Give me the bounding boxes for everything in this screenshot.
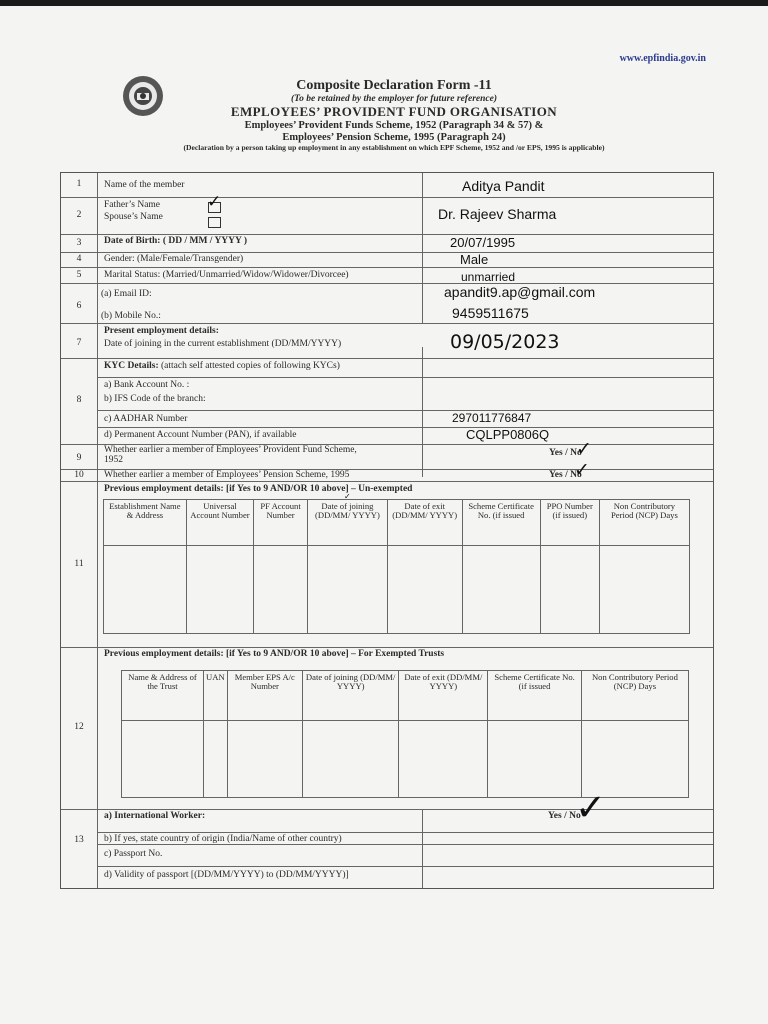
member-name-label: Name of the member — [104, 180, 185, 190]
form-header — [100, 78, 688, 152]
check-mark-icon: ✓ — [576, 438, 592, 460]
column-header: PF Account Number — [254, 500, 308, 546]
form-subtitle: (To be retained by the employer for future reference) — [291, 93, 497, 104]
row-number-11: 11 — [74, 559, 84, 569]
column-header: Date of joining (DD/MM/ YYYY) — [307, 500, 387, 546]
column-header: Date of joining (DD/MM/ YYYY) — [302, 671, 399, 721]
pan-label: d) Permanent Account Number (PAN), if available — [104, 430, 297, 440]
table-cell[interactable] — [204, 721, 228, 798]
kyc-heading-note: (attach self attested copies of following KYCs) — [158, 361, 340, 371]
table-cell[interactable] — [599, 546, 689, 634]
row-line — [97, 427, 713, 428]
gender-label: Gender: (Male/Female/Transgender) — [104, 254, 244, 264]
dob-label: Date of Birth: ( DD / MM / YYYY ) — [104, 236, 248, 246]
col-divider-number — [97, 173, 98, 888]
doj-current-label: Date of joining in the current establishment (DD/MM/YYYY) — [104, 339, 342, 349]
col-divider-value-lower — [422, 809, 423, 888]
row-line — [61, 234, 713, 235]
row-number-5: 5 — [76, 270, 82, 280]
row-number-12: 12 — [74, 722, 84, 732]
kyc-heading — [104, 361, 340, 371]
row-number-2: 2 — [76, 210, 82, 220]
row-line — [97, 844, 713, 845]
column-header: Name & Address of the Trust — [122, 671, 204, 721]
spouse-name-label: Spouse’s Name — [104, 212, 163, 222]
col-divider-value-upper — [422, 173, 423, 323]
column-header: Date of exit (DD/MM/ YYYY) — [399, 671, 488, 721]
passport-number-label: c) Passport No. — [104, 849, 163, 859]
row-number-4: 4 — [76, 254, 82, 264]
form-title: Composite Declaration Form -11 — [296, 78, 492, 93]
marital-status-value: unmarried — [461, 270, 516, 284]
prev-employment-unexempted-heading: Previous employment details: [if Yes to 9 AND/OR 10 above] – Un-exempted — [104, 484, 413, 494]
row-line — [97, 377, 713, 378]
table-cell[interactable] — [387, 546, 462, 634]
eps-member-question: Whether earlier a member of Employees’ Pension Scheme, 1995 — [104, 470, 350, 480]
epf-member-question — [104, 446, 357, 466]
table-cell[interactable] — [227, 721, 302, 798]
row-line — [97, 866, 713, 867]
row-number-10: 10 — [74, 470, 84, 480]
country-of-origin-label: b) If yes, state country of origin (India/Name of other country) — [104, 834, 342, 844]
aadhar-value: 297011776847 — [452, 411, 532, 425]
pan-value: CQLPP0806Q — [466, 427, 550, 442]
present-employment-heading: Present employment details: — [104, 326, 219, 336]
table-cell[interactable] — [122, 721, 204, 798]
mobile-label: (b) Mobile No.: — [101, 311, 161, 321]
unexempted-employment-table — [103, 499, 690, 634]
column-header: Universal Account Number — [186, 500, 253, 546]
row-line — [61, 647, 713, 648]
international-worker-label: a) International Worker: — [104, 811, 206, 821]
declaration-note: (Declaration by a person taking up employment in any establishment on which EPF Scheme, 1952 and /or EPS, 1995 is applicable) — [183, 142, 605, 152]
gender-value: Male — [460, 252, 489, 267]
row-number-3: 3 — [76, 238, 82, 248]
check-mark-icon: ✓ — [344, 492, 351, 501]
row-line — [61, 358, 713, 359]
international-worker-yes-no[interactable]: Yes / No — [548, 811, 581, 821]
table-cell[interactable] — [302, 721, 399, 798]
row-number-7: 7 — [76, 338, 82, 348]
column-header: Non Contributory Period (NCP) Days — [581, 671, 688, 721]
row-line — [61, 323, 713, 324]
father-spouse-name-value: Dr. Rajeev Sharma — [438, 206, 557, 222]
row-number-8: 8 — [76, 395, 82, 405]
email-value: apandit9.ap@gmail.com — [444, 284, 596, 300]
table-cell[interactable] — [254, 546, 308, 634]
mobile-value: 9459511675 — [452, 305, 529, 321]
exempted-trust-table — [121, 670, 689, 798]
row-line — [61, 267, 713, 268]
scan-top-edge — [0, 0, 768, 6]
declaration-form-table — [60, 172, 714, 889]
table-cell[interactable] — [399, 721, 488, 798]
row-number-9: 9 — [76, 453, 82, 463]
row-number-13: 13 — [74, 835, 84, 845]
table-cell[interactable] — [488, 721, 582, 798]
epf-member-yes-no[interactable]: Yes / No — [549, 448, 582, 458]
table-cell[interactable] — [186, 546, 253, 634]
website-url: www.epfindia.gov.in — [619, 53, 706, 64]
column-header: Establishment Name & Address — [104, 500, 187, 546]
row-line — [61, 809, 713, 810]
scheme-line-1: Employees’ Provident Funds Scheme, 1952 (Paragraph 34 & 57) & — [244, 119, 544, 131]
father-name-label: Father’s Name — [104, 200, 161, 210]
column-header: Member EPS A/c Number — [227, 671, 302, 721]
organisation-name: EMPLOYEES’ PROVIDENT FUND ORGANISATION — [230, 103, 558, 119]
check-mark-icon: ✓ — [575, 786, 607, 829]
dob-value: 20/07/1995 — [450, 235, 516, 250]
ifs-code-label: b) IFS Code of the branch: — [104, 394, 206, 404]
table-cell[interactable] — [540, 546, 599, 634]
prev-employment-exempted-heading: Previous employment details: [if Yes to 9 AND/OR 10 above] – For Exempted Trusts — [104, 649, 445, 659]
marital-status-label: Marital Status: (Married/Unmarried/Widow/Widower/Divorcee) — [104, 270, 349, 280]
row-line — [61, 481, 713, 482]
column-header: UAN — [204, 671, 228, 721]
scheme-line-2: Employees’ Pension Scheme, 1995 (Paragraph 24) — [282, 131, 506, 143]
column-header: PPO Number (if issued) — [540, 500, 599, 546]
passport-validity-label: d) Validity of passport [(DD/MM/YYYY) to (DD/MM/YYYY)] — [104, 870, 349, 880]
email-label: (a) Email ID: — [101, 289, 152, 299]
table-cell[interactable] — [462, 546, 540, 634]
check-mark-icon: ✓ — [574, 459, 590, 481]
check-mark-icon: ✓ — [207, 192, 222, 212]
table-cell[interactable] — [307, 546, 387, 634]
col-divider-value-mid — [422, 347, 423, 477]
row-line — [61, 252, 713, 253]
column-header: Date of exit (DD/MM/ YYYY) — [387, 500, 462, 546]
epf-member-question-line2: 1952 — [104, 454, 123, 465]
bank-account-label: a) Bank Account No. : — [104, 380, 190, 390]
eps-member-yes-no[interactable]: Yes / No — [549, 470, 582, 480]
column-header: Scheme Certificate No. (if issued — [488, 671, 582, 721]
row-line — [97, 832, 713, 833]
spouse-checkbox-icon[interactable] — [208, 217, 221, 228]
kyc-heading-bold: KYC Details: — [104, 361, 159, 371]
doj-current-value: 09/05/2023 — [450, 331, 560, 353]
table-cell[interactable] — [104, 546, 187, 634]
row-line — [97, 410, 713, 411]
epf-member-question-line1: Whether earlier a member of Employees’ Provident Fund Scheme, — [104, 445, 357, 455]
column-header: Scheme Certificate No. (if issued — [462, 500, 540, 546]
row-number-6: 6 — [76, 301, 82, 311]
row-line — [61, 197, 713, 198]
column-header: Non Contributory Period (NCP) Days — [599, 500, 689, 546]
row-line — [61, 283, 713, 284]
member-name-value: Aditya Pandit — [462, 178, 545, 194]
aadhar-label: c) AADHAR Number — [104, 414, 188, 424]
row-number-1: 1 — [76, 179, 82, 189]
